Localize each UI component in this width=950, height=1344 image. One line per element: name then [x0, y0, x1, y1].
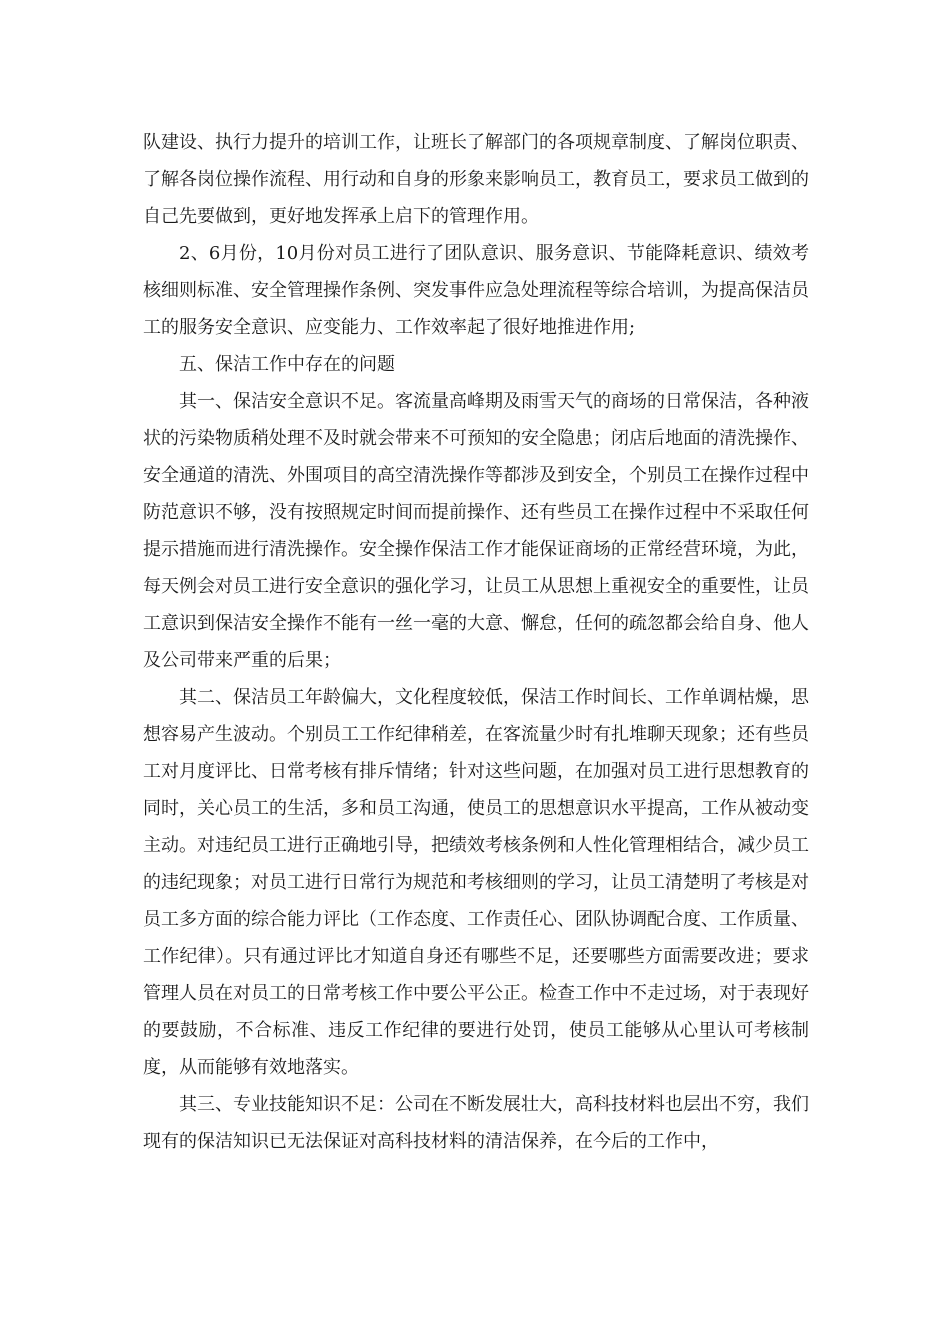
section-heading-problems: 五、保洁工作中存在的问题	[179, 354, 395, 375]
paragraph-problem-3: 其三、专业技能知识不足：公司在不断发展壮大，高科技材料也层出不穷，我们现有的保洁知识已无法保证对高科技材料的清洁保养，在今后的工作中，	[143, 1094, 809, 1152]
paragraph-problem-2: 其二、保洁员工年龄偏大，文化程度较低，保洁工作时间长、工作单调枯燥，思想容易产生波动。个别员工工作纪律稍差，在客流量少时有扎堆聊天现象；还有些员工对月度评比、日常考核有排斥情绪；针对这些问题，在加强对员工进行思想教育的同时，关心员工的生活，多和员工沟通，使员工的思想意识水平提高，工作从被动变主动。对违纪员工进行正确地引导，把绩效考核条例和人性化管理相结合，减少员工的违纪现象；对员工进行日常行为规范和考核细则的学习，让员工清楚明了考核是对员工多方面的综合能力评比（工作态度、工作责任心、团队协调配合度、工作质量、工作纪律）。只有通过评比才知道自身还有哪些不足，还要哪些方面需要改进；要求管理人员在对员工的日常考核工作中要公平公正。检查工作中不走过场，对于表现好的要鼓励，不合标准、违反工作纪律的要进行处罚，使员工能够从心里认可考核制度，从而能够有效地落实。	[143, 687, 809, 1078]
paragraph-training-item-2: 2、6月份，10月份对员工进行了团队意识、服务意识、节能降耗意识、绩效考核细则标准、安全管理操作条例、突发事件应急处理流程等综合培训，为提高保洁员工的服务安全意识、应变能力、工作效率起了很好地推进作用;	[143, 243, 809, 338]
document-body	[143, 124, 809, 1160]
paragraph-problem-1: 其一、保洁安全意识不足。客流量高峰期及雨雪天气的商场的日常保洁，各种液状的污染物质稍处理不及时就会带来不可预知的安全隐患；闭店后地面的清洗操作、安全通道的清洗、外围项目的高空清洗操作等都涉及到安全，个别员工在操作过程中防范意识不够，没有按照规定时间而提前操作、还有些员工在操作过程中不采取任何提示措施而进行清洗操作。安全操作保洁工作才能保证商场的正常经营环境，为此，每天例会对员工进行安全意识的强化学习，让员工从思想上重视安全的重要性，让员工意识到保洁安全操作不能有一丝一毫的大意、懈怠，任何的疏忽都会给自身、他人及公司带来严重的后果；	[143, 391, 809, 671]
paragraph-training-continued: 队建设、执行力提升的培训工作，让班长了解部门的各项规章制度、了解岗位职责、了解各岗位操作流程、用行动和自身的形象来影响员工，教育员工，要求员工做到的自己先要做到，更好地发挥承上启下的管理作用。	[143, 132, 809, 227]
